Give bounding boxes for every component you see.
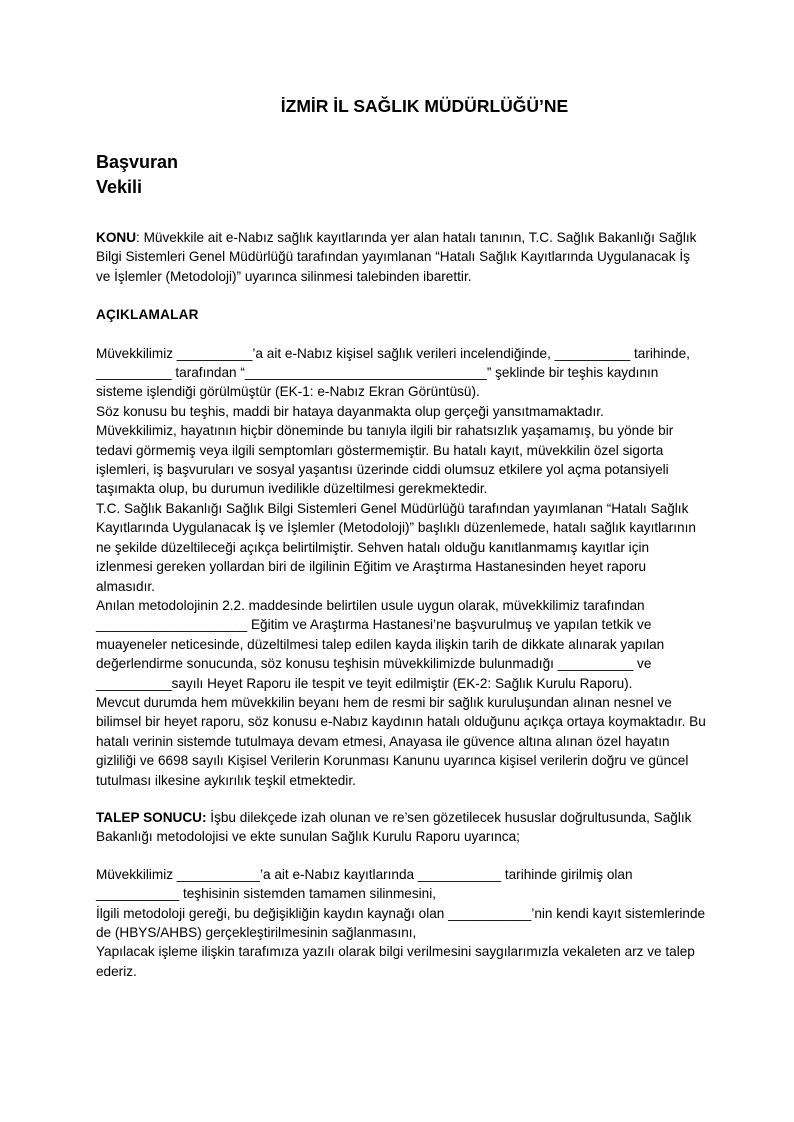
explanation-paragraph-2: Söz konusu bu teşhis, maddi bir hataya dayanmakta olup gerçeği yansıtmamaktadır. [96,403,604,419]
request-item-2: İlgili metodoloji gereği, bu değişikliğin kaydın kaynağı olan ___________’nin kendi kayıt sistemlerinde de (HBYS/AHBS) gerçekleştirilmesinin sağlanmasını, [96,905,706,940]
request-item-3: Yapılacak işleme ilişkin tarafımıza yazılı olarak bilgi verilmesini saygılarımızla vekaleten arz ve talep ederiz. [96,944,695,979]
proxy-label: Vekili [96,177,143,197]
explanation-paragraph-6: Mevcut durumda hem müvekkilin beyanı hem de resmi bir sağlık kuruluşundan alınan nesnel ve bilimsel bir heyet raporu, söz konusu e-Nabız kaydının hatalı olduğunu açıkça ortaya koymaktadır. Bu hatalı verinin sistemde tutulmaya devam etmesi, Anayasa ile güvence altına alınan özel hayatın gizliliği ve 6698 sayılı Kişisel Verilerin Korunması Kanunu uyarınca kişisel verilerin doğru ve güncel tutulması ilkesine aykırılık teşkil etmektedir. [96,694,706,788]
explanations-heading: AÇIKLAMALAR [96,307,199,323]
document-body [96,228,706,981]
spacer [96,325,706,344]
subject-label: KONU [96,230,137,245]
request-item-1: Müvekkilimiz ___________’a ait e-Nabız kayıtlarında ___________ tarihinde girilmiş olan ___________ teşhisinin sistemden tamamen silinmesini, [96,866,633,902]
spacer [96,790,706,808]
request-paragraph [96,808,706,847]
applicant-label: Başvuran [96,152,179,172]
request-label: TALEP SONUCU: [96,809,207,825]
subject-paragraph [96,228,706,286]
explanation-paragraph-5: Anılan metodolojinin 2.2. maddesinde belirtilen usule uygun olarak, müvekkilimiz tarafından ____________________ Eğitim ve Araştırma Hastanesi’ne başvurulmuş ve yapılan tetkik ve muayeneler neticesinde, düzeltilmesi talep edilen kayda ilişkin tarih de dikkate alınarak yapılan değerlendirme sonucunda, söz konusu teşhisin müvekkilimizde bulunmadığı __________ ve __________sayılı Heyet Raporu ile tespit ve teyit edilmiştir (EK-2: Sağlık Kurulu Raporu). [96,597,665,691]
spacer [96,286,706,305]
explanation-paragraph-1: Müvekkilimiz __________’a ait e-Nabız kişisel sağlık verileri incelendiğinde, __________ tarihinde, __________ tarafından “________________________________” şeklinde bir teşhis kaydının sisteme işlendiği görülmüştür (EK-1: e-Nabız Ekran Görüntüsü). [96,345,690,400]
explanation-paragraph-3: Müvekkilimiz, hayatının hiçbir döneminde bu tanıyla ilgili bir rahatsızlık yaşamamış, bu yönde bir tedavi görmemiş veya ilgili semptomları göstermemiştir. Bu hatalı kayıt, müvekkilin özel sigorta işlemleri, iş başvuruları ve sosyal yaşantısı üzerinde ciddi olumsuz etkilere yol açma potansiyeli taşımakta olup, bu durumun ivedilikle düzeltilmesi gerekmektedir. [96,423,674,497]
page-title: İZMİR İL SAĞLIK MÜDÜRLÜĞÜ’NE [280,96,569,116]
spacer [96,847,706,865]
parties-block [96,150,178,200]
explanation-paragraph-4: T.C. Sağlık Bakanlığı Sağlık Bilgi Sistemleri Genel Müdürlüğü tarafından yayımlanan “Hatalı Sağlık Kayıtlarında Uygulanacak İş ve İşlemler (Metodoloji)” başlıklı düzenlemede, hatalı sağlık kayıtlarının ne şekilde düzeltileceği açıkça belirtilmiştir. Sehven hatalı olduğu kanıtlanmamış kayıtlar için izlenmesi gereken yollardan biri de ilgilinin Eğitim ve Araştırma Hastanesinden heyet raporu almasıdır. [96,500,696,594]
request-text: İşbu dilekçede izah olunan ve re’sen gözetilecek hususlar doğrultusunda, Sağlık Bakanlığı metodolojisi ve ekte sunulan Sağlık Kurulu Raporu uyarınca; [96,809,692,845]
subject-text: : Müvekkile ait e-Nabız sağlık kayıtlarında yer alan hatalı tanının, T.C. Sağlık Bakanlığı Sağlık Bilgi Sistemleri Genel Müdürlüğü tarafından yayımlanan “Hatalı Sağlık Kayıtlarında Uygulanacak İş ve İşlemler (Metodoloji)” uyarınca silinmesi talebinden ibarettir. [96,230,697,284]
